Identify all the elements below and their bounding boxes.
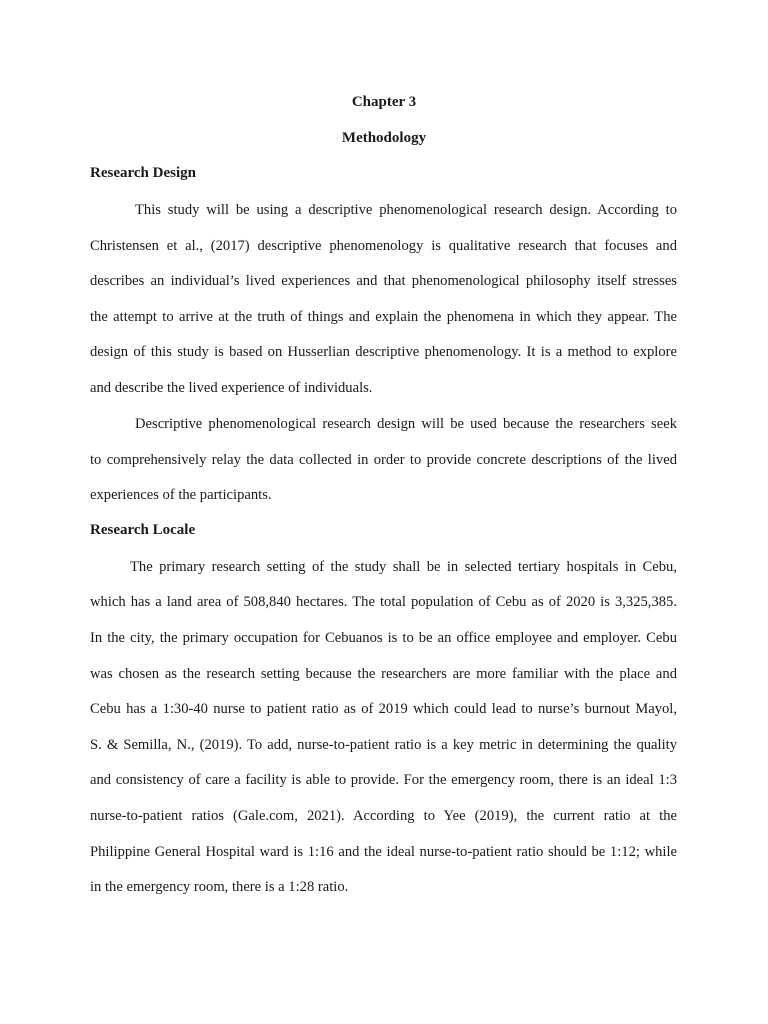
chapter-title: Chapter 3	[351, 94, 417, 110]
paragraph-line: S. & Semilla, N., (2019). To add, nurse-to-patient ratio is a key metric in determining the quality	[90, 737, 677, 753]
research-locale-heading: Research Locale	[90, 522, 196, 538]
paragraph-line: describes an individual’s lived experiences and that phenomenological philosophy itself stresses	[90, 273, 677, 289]
paragraph-line: was chosen as the research setting because the researchers are more familiar with the place and	[90, 666, 677, 682]
paragraph-line: in the emergency room, there is a 1:28 ratio.	[90, 879, 349, 895]
paragraph-line: Descriptive phenomenological research design will be used because the researchers seek	[135, 416, 677, 432]
paragraph-line: design of this study is based on Husserlian descriptive phenomenology. It is a method to explore	[90, 344, 677, 360]
paragraph-line: Christensen et al., (2017) descriptive phenomenology is qualitative research that focuses and	[90, 238, 677, 254]
research-design-heading: Research Design	[90, 165, 196, 181]
paragraph-line: and consistency of care a facility is able to provide. For the emergency room, there is an ideal 1:3	[90, 772, 677, 788]
section-title: Methodology	[341, 130, 427, 146]
paragraph-line: and describe the lived experience of individuals.	[90, 380, 373, 396]
paragraph-line: In the city, the primary occupation for Cebuanos is to be an office employee and employer. Cebu	[90, 630, 677, 646]
paragraph-line: experiences of the participants.	[90, 487, 272, 503]
paragraph-line: Philippine General Hospital ward is 1:16 and the ideal nurse-to-patient ratio should be 1:12; while	[90, 844, 677, 860]
paragraph-line: The primary research setting of the study shall be in selected tertiary hospitals in Cebu,	[130, 559, 677, 575]
paragraph-line: to comprehensively relay the data collected in order to provide concrete descriptions of the lived	[90, 452, 677, 468]
paragraph-line: Cebu has a 1:30-40 nurse to patient ratio as of 2019 which could lead to nurse’s burnout Mayol,	[90, 701, 677, 717]
paragraph-line: nurse-to-patient ratios (Gale.com, 2021). According to Yee (2019), the current ratio at the	[90, 808, 677, 824]
paragraph-line: This study will be using a descriptive phenomenological research design. According to	[135, 202, 677, 218]
paragraph-line: which has a land area of 508,840 hectares. The total population of Cebu as of 2020 is 3,325,385.	[90, 594, 677, 610]
paragraph-line: the attempt to arrive at the truth of things and explain the phenomena in which they appear. The	[90, 309, 677, 325]
